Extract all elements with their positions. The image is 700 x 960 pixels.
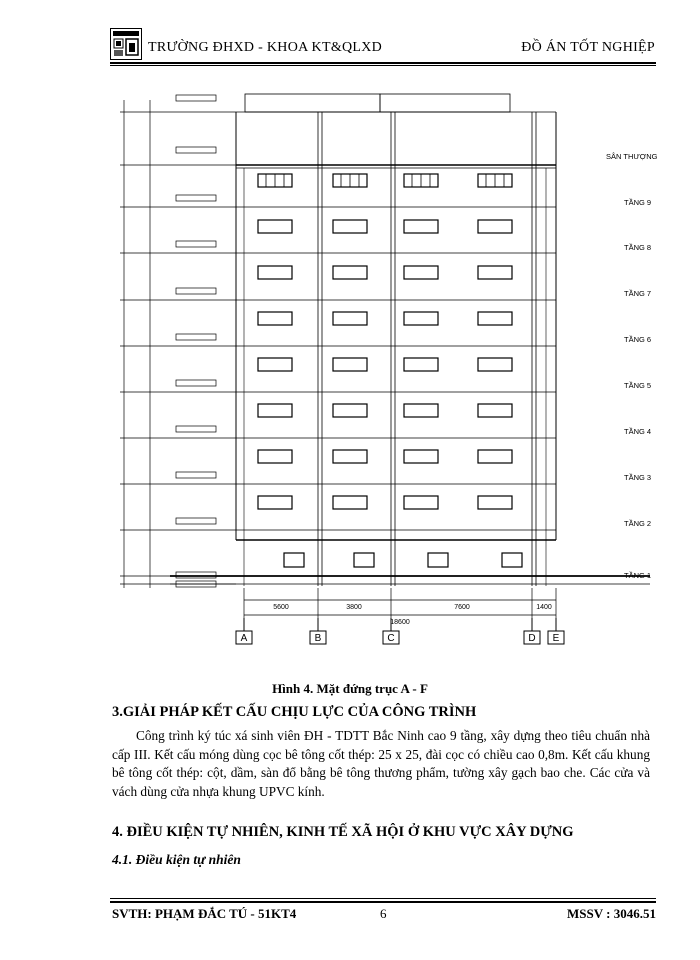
footer-rule-thin [110,898,656,899]
dim-3800: 3800 [346,604,362,611]
elevation-windows [258,174,522,567]
floor-label-4: TẦNG 4 [624,427,652,436]
axis-a: A [240,633,248,644]
section-3-paragraph: Công trình ký túc xá sinh viên ĐH - TDTT Bắc Ninh cao 9 tầng, xây dựng theo tiêu chuẩn nhà cấp III. Kết cấu móng dùng cọc bê tông cốt thép: 25 x 25, đài cọc có chiều cao 0,8m. Kết cấu khung bê tông cốt thép: cột, dầm, sàn đổ bằng bê tông thương phẩm, tường xây gạch bao che. Các cửa và vách dùng cửa nhựa khung UPVC kính. [112,728,650,799]
floor-label-1: TẦNG 1 [624,571,652,580]
dim-7600: 7600 [454,604,470,611]
parapet-left [245,94,380,112]
header-rule-thin [110,65,656,66]
floor-label-9: TẦNG 9 [624,198,652,207]
dim-5600: 5600 [273,604,289,611]
section-3-heading: 3.GIẢI PHÁP KẾT CẤU CHỊU LỰC CỦA CÔNG TRÌNH [112,704,477,720]
dim-total: 18600 [390,619,410,626]
header-project: ĐỒ ÁN TỐT NGHIỆP [521,40,655,55]
figure-caption: Hình 4. Mặt đứng trục A - F [272,681,428,696]
floor-label-7: TẦNG 7 [624,289,652,298]
header-school: TRƯỜNG ĐHXD - KHOA KT&QLXD [148,40,383,55]
header-rule [110,62,656,64]
elevation-drawing [110,88,670,660]
footer-rule [110,901,656,903]
dim-1400: 1400 [536,604,552,611]
floor-label-6: TẦNG 6 [624,335,652,344]
axis-c: C [387,633,395,644]
parapet-right [380,94,510,112]
floor-label-8: TẦNG 8 [624,243,652,252]
floor-label-roof: SÂN THƯỢNG [606,152,658,161]
section-4-heading: 4. ĐIỀU KIỆN TỰ NHIÊN, KINH TẾ XÃ HỘI Ở KHU VỰC XÂY DỰNG [112,824,574,840]
axis-b: B [314,633,322,644]
axis-e: E [552,633,560,644]
level-tags [176,95,216,587]
floor-label-5: TẦNG 5 [624,381,652,390]
footer-student: SVTH: PHẠM ĐẮC TÚ - 51KT4 [112,906,297,921]
footer-student-id: MSSV : 3046.51 [567,906,656,921]
floor-label-2: TẦNG 2 [624,519,652,528]
page-number: 6 [380,906,387,921]
section-4-1-heading: 4.1. Điều kiện tự nhiên [112,852,241,867]
axis-d: D [528,633,536,644]
university-logo [110,28,142,60]
floor-label-3: TẦNG 3 [624,473,652,482]
logo-graphic [111,29,141,59]
left-dimension-chain [120,100,236,588]
page-header [110,36,655,62]
